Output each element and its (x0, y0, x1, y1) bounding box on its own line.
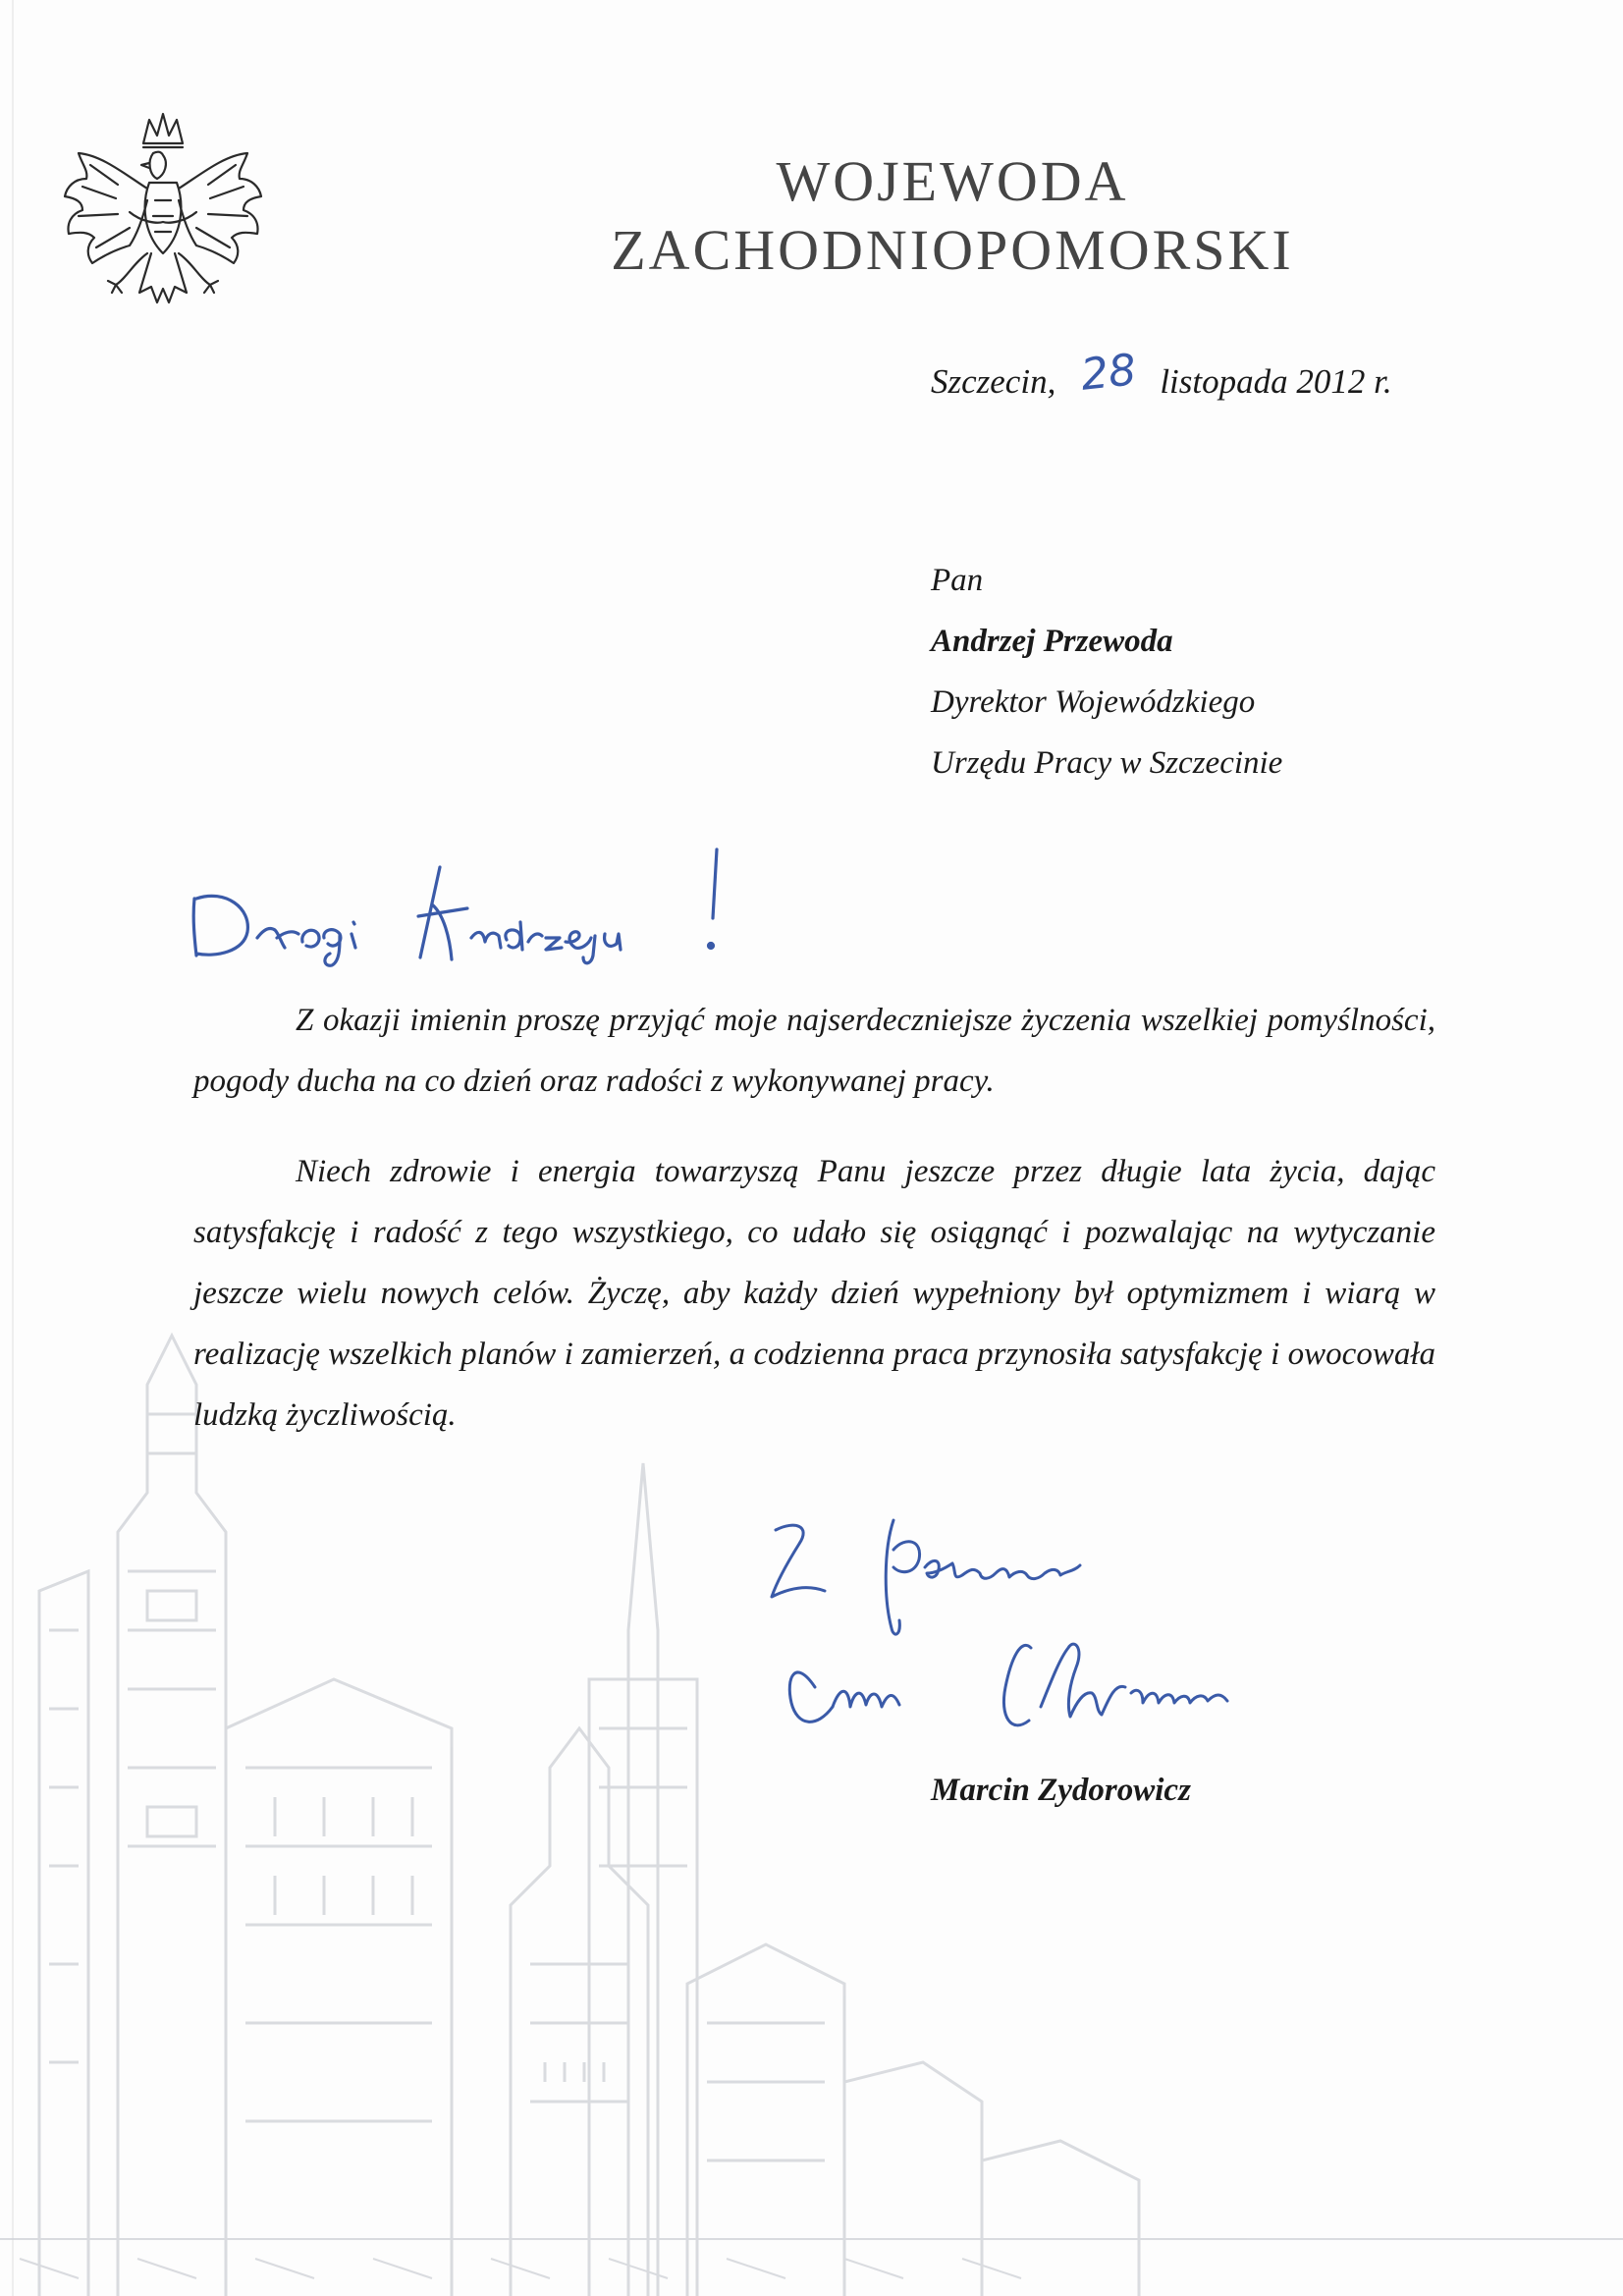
signer-name: Marcin Zydorowicz (931, 1773, 1191, 1808)
letter-body (193, 990, 1435, 1475)
addressee-block (931, 550, 1282, 793)
handwritten-greeting (187, 840, 825, 967)
body-paragraph-1: Z okazji imienin proszę przyjąć moje najserdeczniejsze życzenia wszelkiej pomyślności, pogody ducha na co dzień oraz radości z wykonywanej pracy. (193, 1003, 1435, 1099)
letterhead-title-line1: WOJEWODA (776, 149, 1129, 213)
addressee-title-line1: Dyrektor Wojewódzkiego (931, 684, 1256, 720)
body-paragraph-2: Niech zdrowie i energia towarzyszą Panu jeszcze przez długie lata życia, dając satysfakcję i radość z tego wszystkiego, co udało się osiągnąć i pozwalając na wytyczanie jeszcze wielu nowych celów. Życzę, aby każdy dzień wypełniony był optymizmem i wiarą w realizację wszelkich planów i zamierzeń, a codzienna praca przynosiła satysfakcję i owocowała ludzką życzliwością. (193, 1154, 1435, 1433)
date-month-year: listopada 2012 r. (1160, 362, 1392, 401)
addressee-name: Andrzej Przewoda (931, 624, 1173, 659)
addressee-title-line2: Urzędu Pracy w Szczecinie (931, 745, 1283, 781)
date-line (931, 345, 1392, 404)
date-day-handwritten: 28 (1078, 345, 1139, 401)
white-eagle-emblem-icon (47, 106, 273, 352)
letterhead-title-line2: ZACHODNIOPOMORSKI (611, 218, 1294, 282)
handwritten-signature (746, 1510, 1434, 1766)
addressee-salutation: Pan (931, 563, 984, 598)
letterhead (530, 147, 1375, 285)
date-place: Szczecin, (931, 362, 1056, 401)
